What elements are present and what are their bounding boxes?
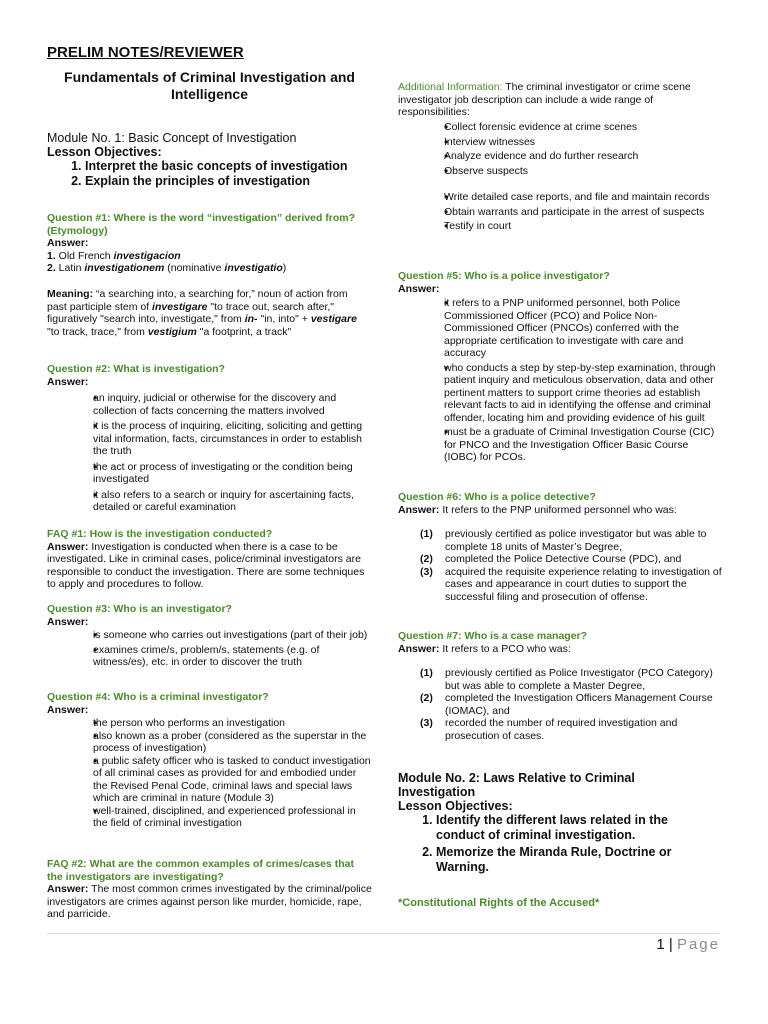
module1-objective: 2. Explain the principles of investigation (85, 174, 372, 189)
footer-divider (47, 933, 719, 934)
list-item: (1) previously certified as police investigator but was able to complete 18 units of Master’s Degree, (420, 528, 707, 553)
question-1-title: Question #1: Where is the word “investigation” derived from? (Etymology) (47, 212, 356, 237)
module2-objective: 2. Memorize the Miranda Rule, Doctrine or Warning. (436, 845, 720, 875)
module2-objectives (398, 813, 720, 875)
answer-label: Answer: (47, 237, 89, 249)
faq-1-answer: Answer: Investigation is conducted when there is a case to be investigated. Like in criminal cases, police/criminal investigators are responsible to conduct the investigation. There are some techniques to apply and procedures to follow. (47, 540, 365, 590)
faq-1 (47, 528, 372, 591)
list-item: • the person who performs an investigation (47, 717, 372, 730)
question-7-list (398, 667, 723, 742)
module1-objectives (47, 159, 372, 189)
question-2-list (47, 392, 372, 514)
module2-objective: 1. Identify the different laws related in the conduct of criminal investigation. (436, 813, 720, 843)
list-item: (2) completed the Investigation Officers Management Course (IOMAC), and (420, 692, 713, 717)
module2-heading (398, 771, 708, 813)
list-item: (2) completed the Police Detective Course (PDC), and (420, 553, 682, 565)
question-5-title: Question #5: Who is a police investigator? (398, 270, 610, 282)
faq-2-answer: Answer: The most common crimes investigated by the criminal/police investigators are crimes against person like murder, homicide, rape, and parricide. (47, 883, 372, 920)
list-item: • it refers to a PNP uniformed personnel, both Police Commissioned Officer (PCO) and Police Non-Commissioned Officer (PNCOs) conferred with the appropriate certification to investigate with care and accuracy (398, 297, 721, 360)
question-6-title: Question #6: Who is a police detective? (398, 491, 596, 503)
list-item: • Interview witnesses (398, 136, 728, 149)
list-item: • Obtain warrants and participate in the arrest of suspects (398, 206, 728, 219)
module1-objectives-label: Lesson Objectives: (47, 145, 162, 159)
answer-label: Answer: (47, 703, 89, 716)
faq-2-title: FAQ #2: What are the common examples of crimes/cases that the investigators are investigating? (47, 858, 354, 883)
list-item: • Testify in court (398, 220, 728, 233)
question-4-title: Question #4: Who is a criminal investigator? (47, 691, 269, 703)
question-2-title: Question #2: What is investigation? (47, 363, 225, 375)
list-item: • Write detailed case reports, and file and maintain records (398, 191, 728, 204)
list-item: • also known as a prober (considered as the superstar in the process of investigation) (47, 730, 372, 755)
list-item: • Analyze evidence and do further research (398, 150, 728, 163)
list-item: (3) acquired the requisite experience relating to investigation of cases and appearance in court duties to support the successful filing and prosecution of offense. (420, 565, 722, 603)
answer-label: Answer: (47, 375, 89, 388)
answer-label: Answer: (398, 282, 440, 295)
question-6 (398, 491, 723, 516)
question-3 (47, 603, 372, 628)
constitutional-rights-heading: *Constitutional Rights of the Accused* (398, 897, 600, 909)
question-5 (398, 270, 723, 295)
list-item: • examines crime/s, problem/s, statements (e.g. of witness/es), etc. in order to discover the truth (47, 644, 372, 669)
faq-1-title: FAQ #1: How is the investigation conducted? (47, 528, 273, 540)
list-item: • is someone who carries out investigations (part of their job) (47, 629, 372, 642)
module1-objective: 1. Interpret the basic concepts of investigation (85, 159, 372, 174)
list-item: (3) recorded the number of required investigation and prosecution of cases. (420, 717, 678, 742)
question-6-list (398, 528, 723, 603)
document-title: Fundamentals of Criminal Investigation and Intelligence (64, 69, 355, 102)
additional-list-a (398, 121, 728, 177)
page-number: 1 | Page (656, 936, 720, 953)
etymology-line-2: 2. Latin investigationem (nominative investigatio) (47, 262, 287, 274)
module2-title: Module No. 2: Laws Relative to Criminal Investigation (398, 771, 635, 799)
question-3-title: Question #3: Who is an investigator? (47, 603, 232, 615)
list-item: • Collect forensic evidence at crime scenes (398, 121, 728, 134)
meaning-paragraph: Meaning: “a searching into, a searching for,” noun of action from past participle stem of investigare "to trace out, search after," figuratively "search into, investigate," from in- "in, into" + vestigare "to track, trace," from vestigium "a footprint, a track" (47, 288, 357, 338)
faq-2 (47, 858, 372, 921)
question-7 (398, 630, 723, 655)
question-6-answer: Answer: It refers to the PNP uniformed personnel who was: (398, 503, 677, 516)
additional-information: Additional Information: The criminal investigator or crime scene investigator job description can include a wide range of responsibilities: (398, 81, 691, 118)
question-7-title: Question #7: Who is a case manager? (398, 630, 588, 642)
list-item: • well-trained, disciplined, and experienced professional in the field of criminal investigation (47, 805, 372, 830)
module1-title: Module No. 1: Basic Concept of Investigation (47, 131, 297, 145)
list-item: • an inquiry, judicial or otherwise for the discovery and collection of facts concerning the matters involved (47, 392, 372, 417)
module1-heading (47, 131, 372, 159)
question-4-list (47, 717, 372, 830)
question-4 (47, 691, 372, 716)
question-7-answer: Answer: It refers to a PCO who was: (398, 642, 571, 655)
answer-label: Answer: (47, 615, 89, 628)
module2-objectives-label: Lesson Objectives: (398, 799, 513, 813)
list-item: • it also refers to a search or inquiry for ascertaining facts, detailed or careful examination (47, 489, 372, 514)
list-item: • the act or process of investigating or the condition being investigated (47, 461, 372, 486)
question-2 (47, 363, 372, 388)
list-item: • a public safety officer who is tasked to conduct investigation of all criminal cases as provided for and embodied under the Revised Penal Code, criminal laws and special laws which are criminal in nature (Module 3) (47, 755, 372, 805)
document-header: PRELIM NOTES/REVIEWER (47, 44, 244, 61)
list-item: • Observe suspects (398, 165, 728, 178)
question-5-list (398, 297, 721, 464)
question-3-list (47, 629, 372, 669)
question-1 (47, 212, 357, 275)
list-item: • it is the process of inquiring, eliciting, soliciting and getting vital information, facts, circumstances in order to establish the truth (47, 420, 372, 458)
etymology-line-1: 1. Old French investigacion (47, 249, 181, 262)
list-item: (1) previously certified as Police Investigator (PCO Category) but was able to complete a Master Degree, (420, 667, 713, 692)
list-item: • who conducts a step by step-by-step examination, through patient inquiry and meticulous observation, data and other pertinent matters to support crime theories ad establish relevant facts to aid in identifying the offense and criminal offender, locating him and providing evidence of his guilt (398, 362, 721, 425)
list-item: • must be a graduate of Criminal Investigation Course (CIC) for PNCO and the Investigation Officer Basic Course (IOBC) for PCOs. (398, 426, 721, 464)
additional-list-b (398, 191, 728, 233)
